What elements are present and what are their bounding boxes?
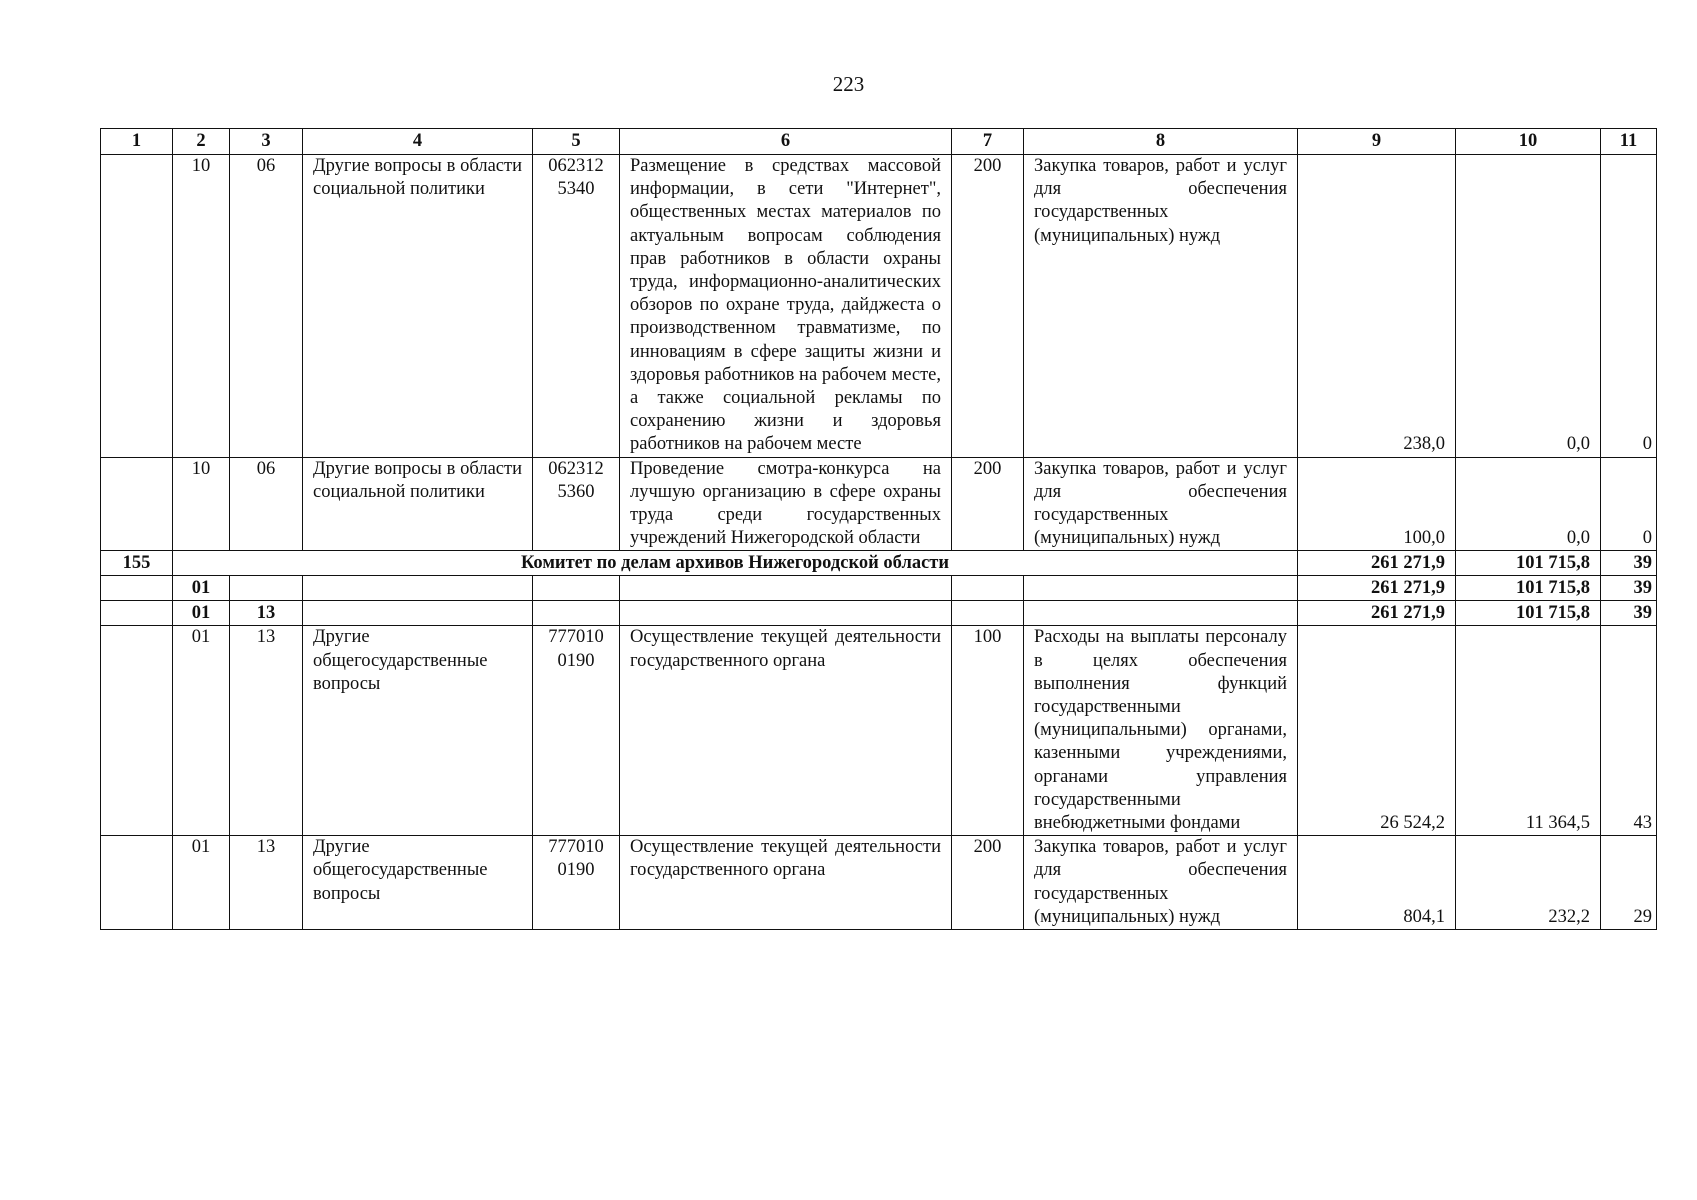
col-header-11: 11 [1601,129,1657,155]
cell-expense-type: 100 [952,626,1024,836]
col-header-6: 6 [620,129,952,155]
cell-plan: 26 524,2 [1298,626,1456,836]
cell-section: 01 [173,626,230,836]
cell-description: Осуществление текущей деятельности государственного органа [620,626,952,836]
committee-plan: 261 271,9 [1298,551,1456,576]
col-header-2: 2 [173,129,230,155]
cell-plan: 261 271,9 [1298,601,1456,626]
committee-percent: 39 [1601,551,1657,576]
cell-expense-type: 200 [952,457,1024,551]
cell-executed: 0,0 [1456,457,1601,551]
col-header-10: 10 [1456,129,1601,155]
col-header-7: 7 [952,129,1024,155]
page-number: 223 [832,72,865,96]
cell-subsection: 06 [230,155,303,458]
cell-expense-type: 200 [952,836,1024,930]
cell-percent: 39 [1601,601,1657,626]
cell-executed: 0,0 [1456,155,1601,458]
cell-target-code: 062312 5360 [533,457,620,551]
cell-section: 01 [173,576,230,601]
empty-cell [101,576,173,601]
cell-subsection: 13 [230,836,303,930]
cell-plan: 804,1 [1298,836,1456,930]
header-row [101,129,1657,155]
cell-subsection: 13 [230,601,303,626]
cell-plan: 100,0 [1298,457,1456,551]
cell-section-name: Другие общегосударственные вопросы [303,626,533,836]
cell-executed: 101 715,8 [1456,576,1601,601]
cell-plan: 238,0 [1298,155,1456,458]
col-header-5: 5 [533,129,620,155]
table-row [101,155,1657,458]
cell-description: Осуществление текущей деятельности государственного органа [620,836,952,930]
empty-cell [952,601,1024,626]
cell-executed: 11 364,5 [1456,626,1601,836]
empty-cell [1024,576,1298,601]
empty-cell [533,576,620,601]
cell-expense-name: Закупка товаров, работ и услуг для обеспечения государственных (муниципальных) нужд [1024,836,1298,930]
cell-description: Размещение в средствах массовой информации, в сети "Интернет", общественных местах материалов по актуальным вопросам соблюдения прав работников в области охраны труда, информационно-аналитических обзоров по охране труда, дайджеста о производственном травматизме, по инновациям в сфере защиты жизни и здоровья работников на рабочем месте, а также социальной рекламы по сохранению жизни и здоровья работников на рабочем месте [620,155,952,458]
cell-percent: 0 [1601,155,1657,458]
cell-section: 10 [173,155,230,458]
table-row [101,836,1657,930]
cell-section-name: Другие общегосударственные вопросы [303,836,533,930]
cell-expense-type: 200 [952,155,1024,458]
cell-subsection: 13 [230,626,303,836]
table-row [101,457,1657,551]
cell-percent: 29 [1601,836,1657,930]
cell-percent: 43 [1601,626,1657,836]
cell-percent: 39 [1601,576,1657,601]
cell-description: Проведение смотра-конкурса на лучшую организацию в сфере охраны труда среди государственных учреждений Нижегородской области [620,457,952,551]
committee-executed: 101 715,8 [1456,551,1601,576]
cell-expense-name: Закупка товаров, работ и услуг для обеспечения государственных (муниципальных) нужд [1024,457,1298,551]
cell-subsection: 06 [230,457,303,551]
committee-title: Комитет по делам архивов Нижегородской области [173,551,1298,576]
cell-percent: 0 [1601,457,1657,551]
col-header-3: 3 [230,129,303,155]
cell-section: 01 [173,601,230,626]
cell-executed: 232,2 [1456,836,1601,930]
cell-expense-name: Расходы на выплаты персоналу в целях обеспечения выполнения функций государственными (муниципальными) органами, казенными учреждениями, органами управления государственными внебюджетными фондами [1024,626,1298,836]
cell-target-code: 777010 0190 [533,836,620,930]
empty-cell [303,576,533,601]
empty-cell [952,576,1024,601]
cell-target-code: 777010 0190 [533,626,620,836]
cell-plan: 261 271,9 [1298,576,1456,601]
cell-col1 [101,155,173,458]
empty-cell [620,576,952,601]
empty-cell [1024,601,1298,626]
cell-section-name: Другие вопросы в области социальной политики [303,155,533,458]
cell-target-code: 062312 5340 [533,155,620,458]
committee-code: 155 [101,551,173,576]
col-header-9: 9 [1298,129,1456,155]
col-header-8: 8 [1024,129,1298,155]
budget-table [100,128,1657,930]
cell-col1 [101,836,173,930]
subsection-total-row [101,601,1657,626]
empty-cell [620,601,952,626]
cell-section: 10 [173,457,230,551]
cell-section: 01 [173,836,230,930]
section-total-row [101,576,1657,601]
empty-cell [303,601,533,626]
empty-cell [533,601,620,626]
empty-cell [101,601,173,626]
cell-executed: 101 715,8 [1456,601,1601,626]
cell-expense-name: Закупка товаров, работ и услуг для обеспечения государственных (муниципальных) нужд [1024,155,1298,458]
cell-section-name: Другие вопросы в области социальной политики [303,457,533,551]
committee-row [101,551,1657,576]
cell-col1 [101,457,173,551]
empty-cell [230,576,303,601]
col-header-1: 1 [101,129,173,155]
cell-col1 [101,626,173,836]
col-header-4: 4 [303,129,533,155]
table-row [101,626,1657,836]
